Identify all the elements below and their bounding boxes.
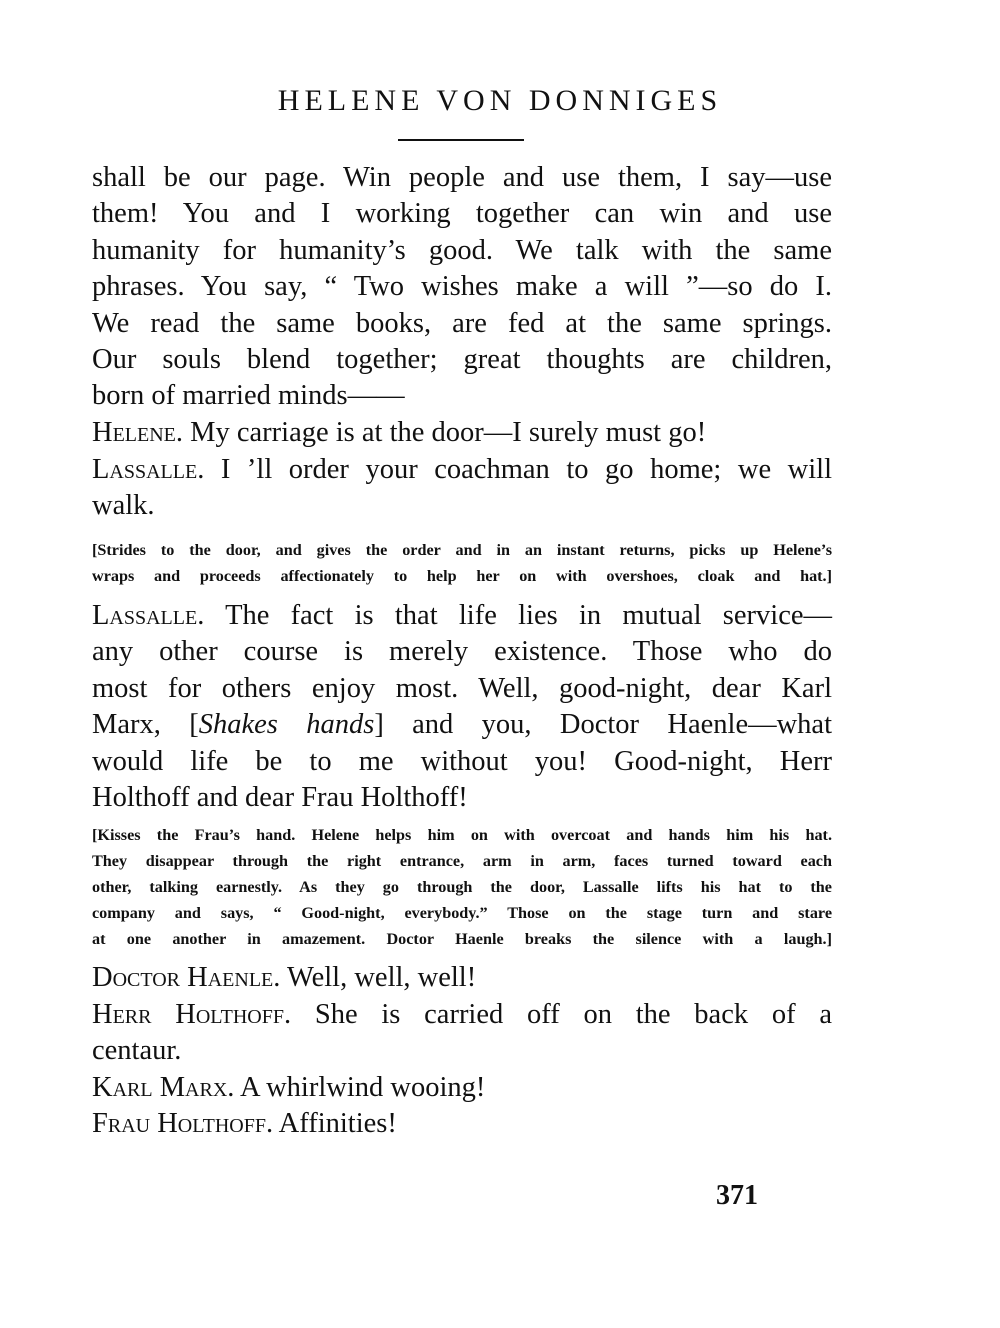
text-line: Our souls blend together; great thoughts are children, bbox=[92, 344, 832, 376]
text-line: walk. bbox=[92, 490, 155, 522]
speaker-name: Herr Holthoff. bbox=[92, 999, 292, 1030]
text-line: them! You and I working together can win and use bbox=[92, 198, 832, 230]
stage-line: wraps and proceeds affectionately to help her on with overshoes, cloak and hat.] bbox=[92, 567, 832, 585]
lassalle-speech-2 bbox=[92, 598, 832, 816]
speech-text: Well, well, well! bbox=[280, 962, 477, 993]
page-number: 371 bbox=[716, 1180, 758, 1211]
lassalle-speech-1 bbox=[92, 452, 832, 525]
text-line bbox=[92, 707, 832, 743]
stage-direction-inline: Shakes hands bbox=[198, 709, 375, 741]
speaker-name: Lassalle. bbox=[92, 454, 205, 485]
speech-text: The fact is that life lies in mutual service— bbox=[204, 600, 832, 631]
stage-line: They disappear through the right entrance, arm in arm, faces turned toward each bbox=[92, 852, 832, 870]
text-line: most for others enjoy most. Well, good-night, dear Karl bbox=[92, 672, 832, 704]
karl-marx-speech bbox=[92, 1070, 832, 1106]
speaker-name: Lassalle. bbox=[92, 600, 205, 631]
text-line: We read the same books, are fed at the same springs. bbox=[92, 307, 832, 339]
frau-holthoff-speech bbox=[92, 1106, 832, 1142]
speaker-name: Frau Holthoff. bbox=[92, 1108, 274, 1139]
running-head: HELENE VON DONNIGES bbox=[277, 84, 723, 117]
stage-line: other, talking earnestly. As they go through the door, Lassalle lifts his hat to the bbox=[92, 878, 832, 896]
speech-text: She is carried off on the back of a bbox=[291, 999, 832, 1030]
speech-text: My carriage is at the door—I surely must go! bbox=[183, 417, 707, 448]
text-line: humanity for humanity’s good. We talk with the same bbox=[92, 234, 832, 266]
text-line: phrases. You say, “ Two wishes make a will ”—so do I. bbox=[92, 271, 832, 303]
text-line: any other course is merely existence. Those who do bbox=[92, 636, 832, 668]
stage-line: [Strides to the door, and gives the order and in an instant returns, picks up Helene’s bbox=[92, 541, 832, 559]
helene-speech bbox=[92, 415, 832, 451]
speech-text: ] and you, Doctor Haenle—what bbox=[374, 709, 832, 741]
text-line bbox=[92, 1106, 832, 1142]
speech-text: A whirlwind wooing! bbox=[234, 1072, 486, 1103]
text-line bbox=[92, 960, 832, 996]
speech-text: Affinities! bbox=[273, 1108, 397, 1139]
speaker-name: Doctor Haenle. bbox=[92, 962, 281, 993]
text-line: centaur. bbox=[92, 1035, 182, 1067]
stage-direction-1 bbox=[92, 537, 832, 589]
stage-line: [Kisses the Frau’s hand. Helene helps him on with overcoat and hands him his hat. bbox=[92, 826, 832, 844]
speech-text: I ’ll order your coachman to go home; we will bbox=[204, 454, 832, 485]
text-line bbox=[92, 997, 832, 1033]
stage-line: company and says, “ Good-night, everybody.” Those on the stage turn and stare bbox=[92, 904, 832, 922]
stage-direction-2 bbox=[92, 822, 832, 952]
header-rule bbox=[398, 139, 524, 141]
herr-holthoff-speech bbox=[92, 997, 832, 1070]
lassalle-speech-continued bbox=[92, 160, 832, 415]
text-line bbox=[92, 1070, 832, 1106]
text-line: born of married minds—— bbox=[92, 380, 405, 412]
text-line bbox=[92, 598, 832, 634]
text-line: Holthoff and dear Frau Holthoff! bbox=[92, 782, 468, 814]
text-line bbox=[92, 415, 832, 451]
text-line: shall be our page. Win people and use them, I say—use bbox=[92, 162, 832, 193]
text-line: would life be to me without you! Good-night, Herr bbox=[92, 745, 832, 777]
speech-text: Marx, [ bbox=[92, 709, 199, 741]
speaker-name: Karl Marx. bbox=[92, 1072, 235, 1103]
speaker-name: Helene. bbox=[92, 417, 184, 448]
haenle-speech bbox=[92, 960, 832, 996]
text-line bbox=[92, 452, 832, 488]
stage-line: at one another in amazement. Doctor Haenle breaks the silence with a laugh.] bbox=[92, 930, 832, 948]
